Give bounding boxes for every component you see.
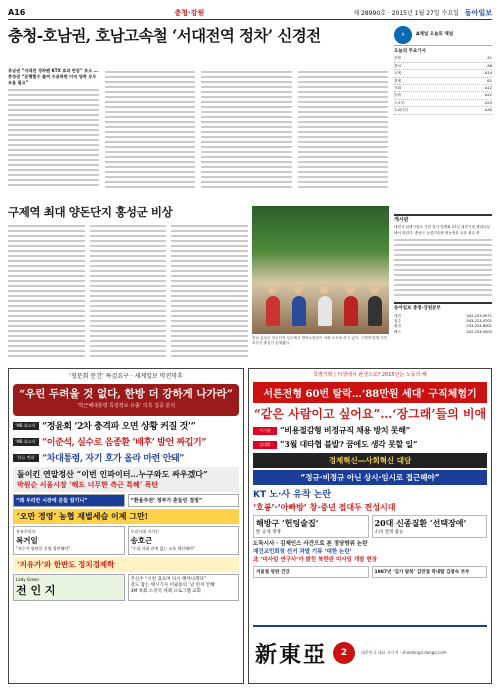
magazine-ad-left[interactable] — [8, 368, 244, 684]
ad-right-cells: 해방구 ‘헌팅술집’ 性 공개 경쟁 20대 신종질환 ‘선택장애’ 소비 결정 불능 — [253, 515, 487, 538]
ad-left-item: ‘MB 회고록’ “정윤회 ‘2차 충격파 오면 상황 커질 것’” — [13, 419, 239, 432]
contact-row[interactable]: 춘천 033-254-8901 — [394, 324, 492, 329]
contact-row[interactable]: 청주 043-223-4701 — [394, 319, 492, 324]
photo-figure — [368, 296, 382, 326]
ad-right-strip2: “정규·비정규 아닌 상시·임시로 접근해야” — [253, 470, 487, 485]
photo-caption: 충남 홍성군 양돈단지 입구에서 방역요원들이 차량 소독을 하고 있다. 구제역 발생 이후 외부인 출입이 통제됐다. — [252, 336, 388, 345]
ad-left-banner-sub: ‘박근혜대통령 특검정보 유출’ 의혹 집중 분석 — [76, 403, 176, 409]
right-rail — [394, 24, 492, 115]
toc-title: 오늘의 주요기사 — [394, 49, 426, 54]
ad-left-item: ‘MB 회고록’ “이준석, 실수로 음종환 ‘배후’ 발언 짜깁기” — [13, 435, 239, 448]
toc-row[interactable]: 종합 A1 — [394, 55, 492, 62]
magazine-brand[interactable] — [253, 625, 487, 679]
lead-subhead: 호남권 “서대전 정차땐 KTX 효과 반감” 호소 … 충청권 “운행횟수 줄여 수용하면 이익 양측 모두 조율 필요” — [8, 68, 98, 85]
ad-left-quotes: “왜 우리만 시장에 분들 알기니” “환율주권’ 정부가 흔들린 결정” — [13, 494, 239, 507]
page-number: A16 — [8, 8, 26, 17]
toc — [394, 49, 492, 115]
photo-figure — [266, 296, 280, 326]
ad-right-kt2: ‘호봉’·‘아빠방’ 창·중년 접대두 전성시대 — [253, 503, 396, 512]
photo-figure — [292, 296, 306, 326]
ad-left-top: ‘청문회 문건’ 특검요구 · 세계일보 막전막후 — [9, 369, 243, 382]
feature-body — [8, 222, 248, 358]
feature-photo[interactable] — [252, 206, 389, 334]
photo-figure-head — [346, 285, 355, 294]
lead-article-body — [8, 68, 388, 188]
photo-figure-head — [268, 285, 277, 294]
channel-box[interactable] — [394, 24, 492, 46]
lead-column-2 — [105, 68, 196, 188]
ad-left-banner: “우린 두려울 것 없다, 한방 더 강하게 나가라” ‘박근혜대통령 특검정보 유출’ 의혹 집중 분석 — [13, 384, 239, 416]
ad-right-strip: 경제혁신—사회혁신 대담 — [253, 453, 487, 468]
feature-headline[interactable]: 구제역 최대 양돈단지 홍성군 비상 — [8, 205, 173, 219]
lead-column-3 — [201, 68, 292, 188]
toc-row[interactable]: 사회 A12 — [394, 85, 492, 92]
right-rail-lower — [394, 214, 492, 335]
ad-left-item: ‘한류 변화’ “차대통령, 자기 호가 올라 마련 안돼” — [13, 451, 239, 464]
ad-right-quote: 이기권 “비용절감형 비정규직 채용 방치 못해” — [253, 425, 487, 436]
ad-left-mini: 자유주의자 복거일 “보수가 형편한 진영 정반해야” 우리시대 지식인 송호근 “우리 사회 관계 없는 교육 혁신해야” — [13, 526, 239, 555]
lead-column-4 — [298, 68, 389, 188]
toc-row[interactable]: 오피니언 A30 — [394, 107, 492, 114]
feature-column — [171, 222, 248, 358]
magazine-ad-right[interactable] — [248, 368, 492, 684]
channel-label: A채널 오늘의 채널 — [416, 31, 454, 37]
ad-right-big2: “같은 사람이고 싶어요”…‘장그래’들의 비애 — [253, 407, 487, 421]
ad-right-kt: KT 노·사 유착 논란 — [253, 490, 332, 500]
toc-row[interactable]: 문화 A22 — [394, 92, 492, 99]
contact-row[interactable]: 대전 042-253-0071 — [394, 313, 492, 318]
toc-row[interactable]: 정치 A6 — [394, 63, 492, 70]
feature-column — [8, 222, 85, 358]
issue-badge: 2 — [333, 642, 355, 664]
paper-logo[interactable]: 동아일보 — [464, 8, 492, 17]
ad-left-box: ‘오만 경영’ 농협 재벌세습 이제 그만! — [13, 509, 239, 524]
ad-right-lines: 도둑시사 · 김제인스 사건으로 본 정당방위 논란 재건교민회장 선거 과열 기류 ‘대한 논란’ 北 ‘미사일 연구사’가 밝힌 북한판 미사일 개발 현장 — [253, 541, 378, 563]
magazine-name: 新東亞 — [255, 641, 328, 668]
notice-text: 대전시 위생시험소 시민 검사 설명회 27일 대전시청 세미나실에서 열린다. 충남도 농업기술원 귀농귀촌 교육 접수 중. — [394, 225, 490, 235]
contacts-box — [394, 302, 492, 335]
channel-a-icon: A — [394, 26, 412, 44]
ad-right-big1: 서른전형 60번 탈락…‘88만원 세대’ 구직체험기 — [253, 382, 487, 403]
ad-right-quote: 김대환 “3월 대타협 불발? 꿈에도 생각 못할 일” — [253, 439, 487, 450]
toc-row[interactable]: 스포츠 A25 — [394, 100, 492, 107]
main-headline[interactable]: 충청-호남권, 호남고속철 ‘서대전역 정차’ 신경전 — [8, 26, 321, 45]
lead-column-1 — [8, 68, 99, 188]
contacts-title: 동아일보 충청·강원본부 — [394, 302, 492, 311]
photo-figure — [318, 296, 332, 326]
masthead-right — [353, 8, 492, 18]
feature-column — [90, 222, 167, 358]
section-name: 충청·강원 — [174, 8, 205, 17]
photo-figure — [344, 296, 358, 326]
ad-right-small-tags: 겨울철 빙판 건강 1987년 ‘길가 탈북’ 김만철 막내딸 김광숙 부부 — [253, 566, 487, 578]
photo-figure-head — [370, 285, 379, 294]
toc-row[interactable]: 경제 B1 — [394, 78, 492, 85]
photo-figure-head — [320, 285, 329, 294]
ad-right-top: 특별기획 | 미생에서 완생으로? 2015년는 노동의 해 — [313, 372, 427, 378]
issue-info: 제 28990호 · 2015년 1월 27일 수요일 — [353, 10, 459, 17]
notice-title: 게시판 — [394, 214, 492, 223]
toc-row[interactable]: 국제 A14 — [394, 70, 492, 77]
contact-row[interactable]: 팩스 042-253-0505 — [394, 329, 492, 334]
ad-left-grey-box: 돌이킨 연말정산 “이번 인파이터…누구와도 싸우겠다” 박원순 서울시장 ‘해도 너무한 측근 특혜’ 폭탄 — [13, 467, 239, 492]
magazine-sub: 대한민국 대표 시사지 · shindonga.donga.com — [361, 650, 447, 655]
ad-left-lady: Lady Green 전 인 지 추신수 “시련 겪으며 다시 태어나겠다” 강도 잡는 택시기사 이필중의 ‘날 먼저 안해’ 3M 목회 소강석 세례 프로그램 교회 — [13, 574, 239, 601]
photo-figure-head — [294, 285, 303, 294]
ad-left-mid-banner: ‘지유가’와 한반도 정치경제학 — [13, 557, 239, 572]
masthead — [8, 6, 492, 20]
